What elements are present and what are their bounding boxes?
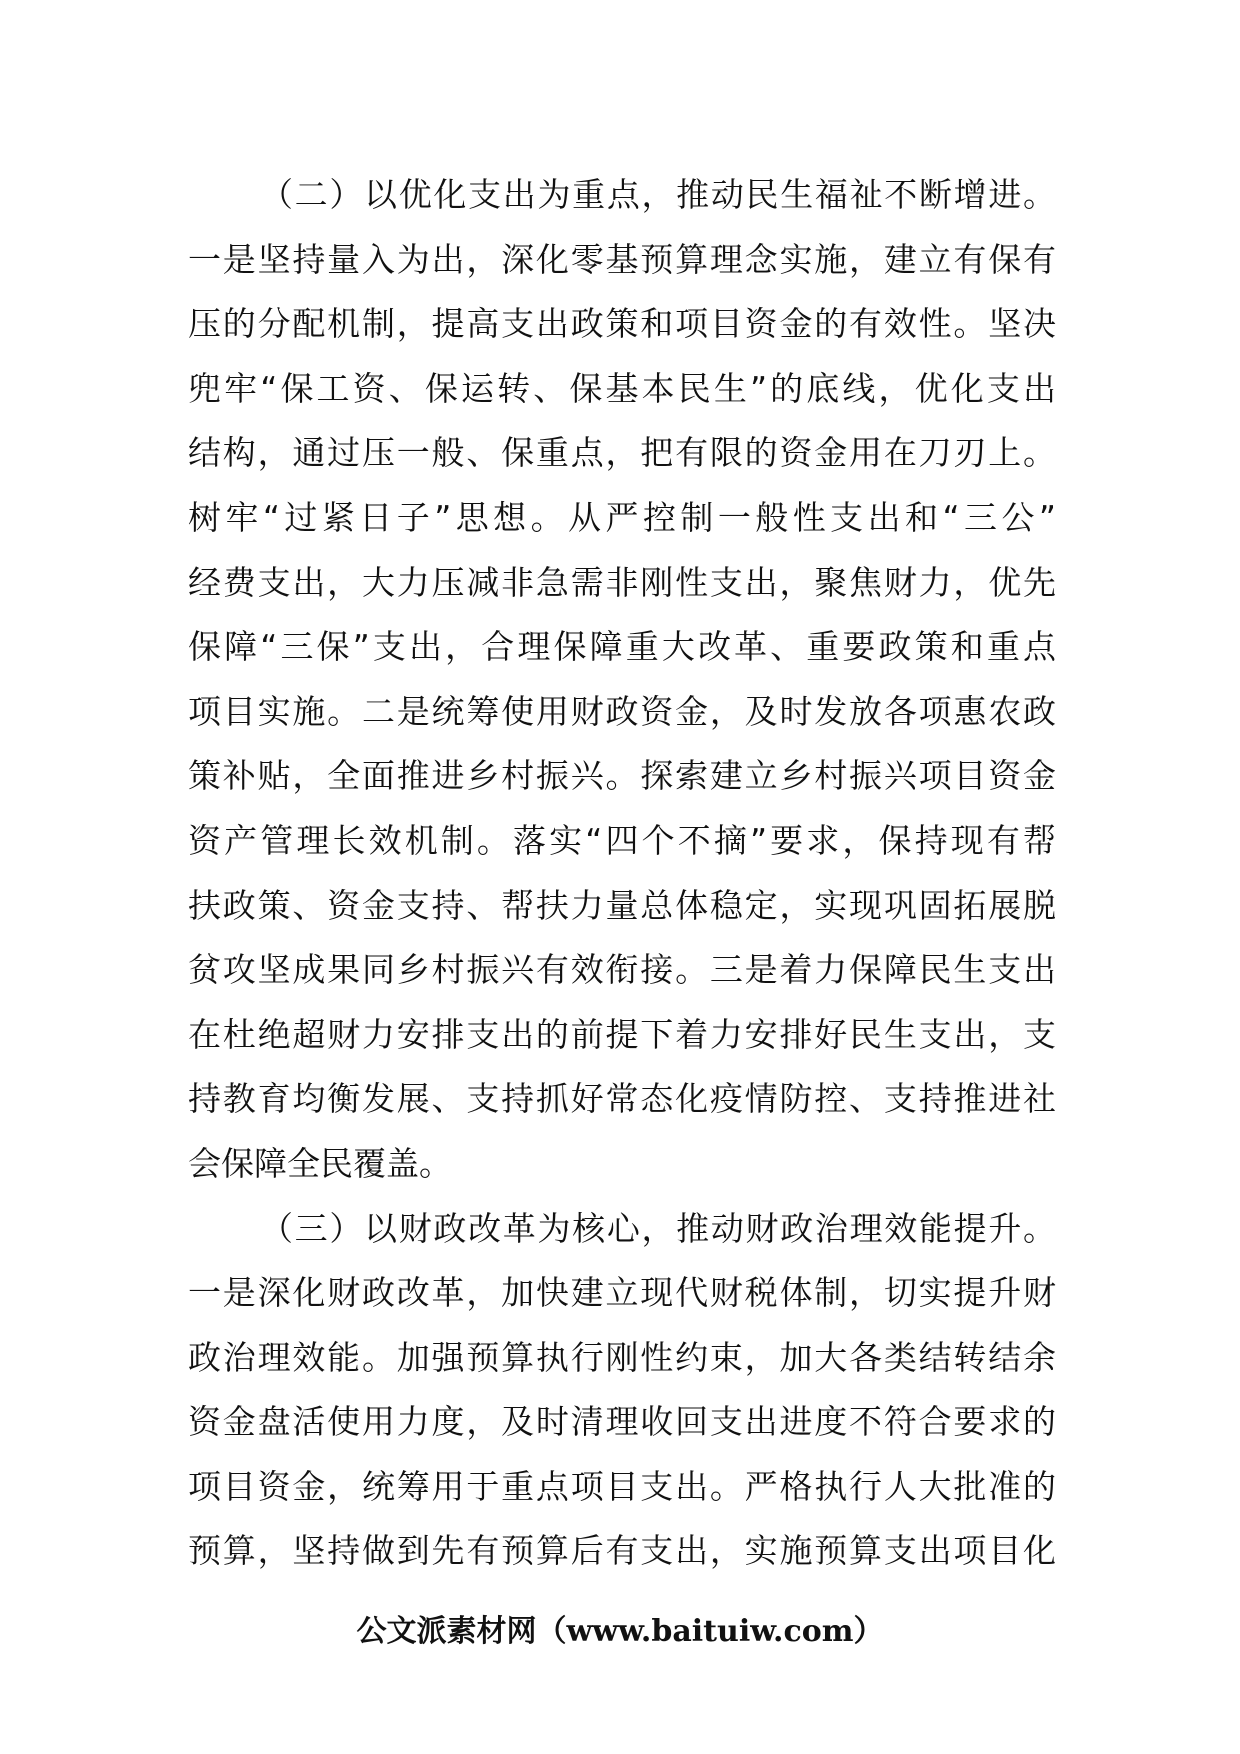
- text-line: 贫攻坚成果同乡村振兴有效衔接。三是着力保障民生支出: [188, 950, 1056, 990]
- text-line: 策补贴，全面推进乡村振兴。探索建立乡村振兴项目资金: [188, 756, 1056, 796]
- text-line: 政治理效能。加强预算执行刚性约束，加大各类结转结余: [188, 1337, 1056, 1377]
- text-line: 结构，通过压一般、保重点，把有限的资金用在刀刃上。: [188, 433, 1056, 473]
- text-line: 预算，坚持做到先有预算后有支出，实施预算支出项目化: [188, 1531, 1056, 1571]
- text-line: 项目资金，统筹用于重点项目支出。严格执行人大批准的: [188, 1466, 1056, 1506]
- text-line: 扶政策、资金支持、帮扶力量总体稳定，实现巩固拓展脱: [188, 885, 1056, 925]
- text-line: 一是坚持量入为出，深化零基预算理念实施，建立有保有: [188, 239, 1056, 279]
- section-heading-three: （三）以财政改革为核心，推动财政治理效能提升。: [260, 1208, 1056, 1248]
- text-line: 资产管理长效机制。落实“四个不摘”要求，保持现有帮: [188, 820, 1056, 860]
- footer-watermark: 公文派素材网（www.baituiw.com）: [356, 1614, 884, 1649]
- text-line: 在杜绝超财力安排支出的前提下着力安排好民生支出，支: [188, 1014, 1056, 1054]
- body-text: [188, 163, 1056, 1584]
- text-line: 兜牢“保工资、保运转、保基本民生”的底线，优化支出: [188, 368, 1056, 408]
- text-line: 树牢“过紧日子”思想。从严控制一般性支出和“三公”: [188, 497, 1056, 537]
- text-line: 会保障全民覆盖。: [188, 1143, 452, 1183]
- text-line: 持教育均衡发展、支持抓好常态化疫情防控、支持推进社: [188, 1079, 1056, 1119]
- text-line: 保障“三保”支出，合理保障重大改革、重要政策和重点: [188, 627, 1056, 667]
- section-heading-two: （二）以优化支出为重点，推动民生福祉不断增进。: [260, 175, 1056, 214]
- text-line: 经费支出，大力压减非急需非刚性支出，聚焦财力，优先: [188, 562, 1056, 602]
- text-line: 压的分配机制，提高支出政策和项目资金的有效性。坚决: [188, 304, 1056, 344]
- text-line: 一是深化财政改革，加快建立现代财税体制，切实提升财: [188, 1273, 1056, 1313]
- text-line: 资金盘活使用力度，及时清理收回支出进度不符合要求的: [188, 1402, 1056, 1442]
- text-line: 项目实施。二是统筹使用财政资金，及时发放各项惠农政: [188, 691, 1056, 731]
